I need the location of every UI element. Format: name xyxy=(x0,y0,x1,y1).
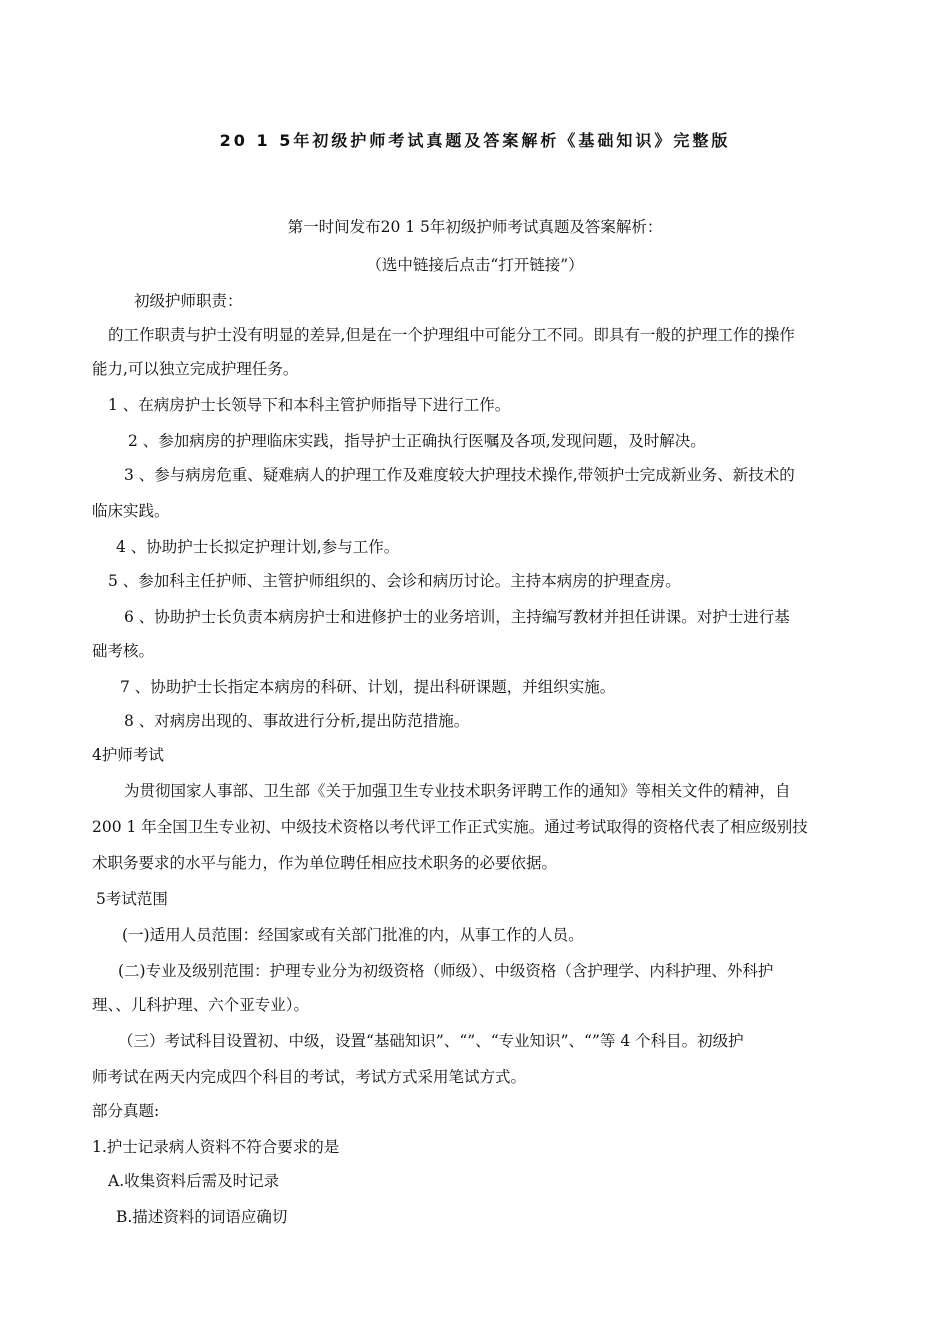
duty-4: 4 、协助护士长拟定护理计划,参与工作。 xyxy=(116,538,400,556)
duty-3-line-2: 临床实践。 xyxy=(92,502,170,520)
questions-heading: 部分真题: xyxy=(92,1102,160,1120)
scope-1: (一)适用人员范围：经国家或有关部门批准的内，从事工作的人员。 xyxy=(122,926,584,944)
duty-3-line-1: 3 、参与病房危重、疑难病人的护理工作及难度较大护理技术操作,带领护士完成新业务、新技术的 xyxy=(124,466,795,484)
scope-heading: 5考试范围 xyxy=(96,890,168,908)
scope-3-line-1: （三）考试科目设置初、中级，设置“基础知识”、“”、“专业知识”、“”等 4 个科目。初级护 xyxy=(118,1032,744,1050)
intro-line-2: 能力,可以独立完成护理任务。 xyxy=(92,360,299,378)
question-1: 1.护士记录病人资料不符合要求的是 xyxy=(92,1138,340,1156)
document-title: 20 1 5年初级护师考试真题及答案解析《基础知识》完整版 xyxy=(219,131,731,150)
duty-6-line-1: 6 、协助护士长负责本病房护士和进修护士的业务培训，主持编写教材并担任讲课。对护士进行基 xyxy=(124,608,790,626)
duties-heading: 初级护师职责： xyxy=(134,292,243,310)
exam-line-1: 为贯彻国家人事部、卫生部《关于加强卫生专业技术职务评聘工作的通知》等相关文件的精神，自 xyxy=(124,782,791,800)
duty-1: 1 、在病房护士长领导下和本科主管护师指导下进行工作。 xyxy=(108,396,511,414)
question-1-option-a: A.收集资料后需及时记录 xyxy=(108,1172,280,1190)
duty-2: 2 、参加病房的护理临床实践，指导护士正确执行医嘱及各项,发现问题，及时解决。 xyxy=(128,432,706,450)
link-hint: （选中链接后点击“打开链接”） xyxy=(366,256,584,274)
scope-2-line-2: 理、、儿科护理、六个亚专业）。 xyxy=(92,996,310,1014)
exam-line-3: 术职务要求的水平与能力，作为单位聘任相应技术职务的必要依据。 xyxy=(92,854,558,872)
intro-line-1: 的工作职责与护士没有明显的差异,但是在一个护理组中可能分工不同。即具有一般的护理工作的操作 xyxy=(108,326,795,344)
scope-3-line-2: 师考试在两天内完成四个科目的考试，考试方式采用笔试方式。 xyxy=(92,1068,527,1086)
exam-line-2: 200 1 年全国卫生专业初、中级技术资格以考代评工作正式实施。通过考试取得的资格代表了相应级别技 xyxy=(92,818,808,836)
duty-7: 7 、协助护士长指定本病房的科研、计划，提出科研课题，并组织实施。 xyxy=(120,678,616,696)
exam-heading: 4护师考试 xyxy=(92,746,164,764)
subtitle: 第一时间发布20 1 5年初级护师考试真题及答案解析： xyxy=(287,218,663,236)
duty-6-line-2: 础考核。 xyxy=(92,642,155,660)
question-1-option-b: B.描述资料的词语应确切 xyxy=(116,1208,288,1226)
duty-5: 5 、参加科主任护师、主管护师组织的、会诊和病历讨论。主持本病房的护理查房。 xyxy=(108,572,681,590)
scope-2-line-1: (二)专业及级别范围：护理专业分为初级资格（师级）、中级资格（含护理学、内科护理、外科护 xyxy=(118,962,774,980)
duty-8: 8 、对病房出现的、事故进行分析,提出防范措施。 xyxy=(124,712,470,730)
